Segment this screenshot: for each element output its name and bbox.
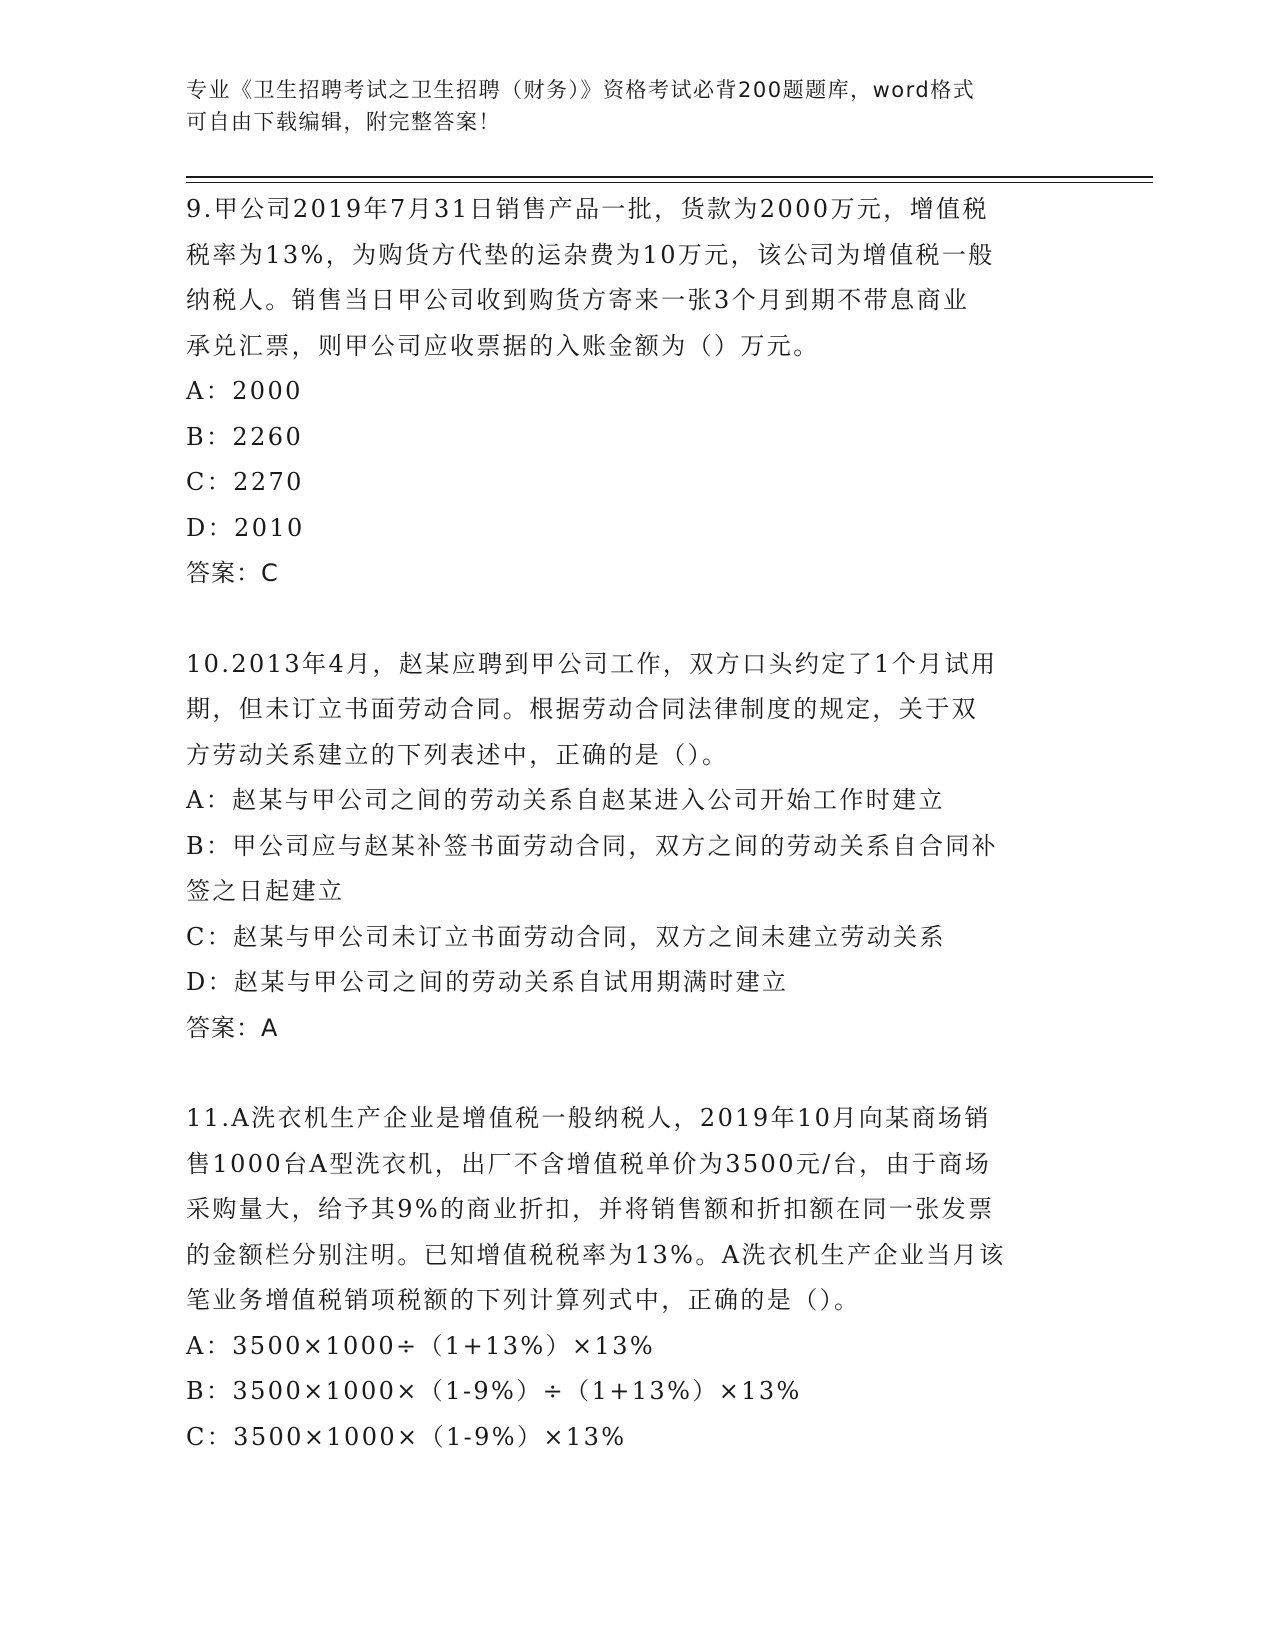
question-stem-line: 9.甲公司2019年7月31日销售产品一批，货款为2000万元，增值税: [186, 195, 989, 223]
header-rule-thick: [186, 176, 1153, 178]
page-header: [186, 74, 1066, 138]
question-stem-line: 10.2013年4月，赵某应聘到甲公司工作，双方口头约定了1个月试用: [186, 649, 998, 678]
question-stem-line: 的金额栏分别注明。已知增值税税率为13%。A洗衣机生产企业当月该: [186, 1240, 1006, 1269]
answer-line: 答案：C: [186, 559, 279, 587]
question-stem-line: 纳税人。销售当日甲公司收到购货方寄来一张3个月到期不带息商业: [186, 286, 970, 314]
question-stem-line: 税率为13%，为购货方代垫的运杂费为10万元，该公司为增值税一般: [186, 240, 995, 269]
answer-line: 答案：A: [186, 1013, 279, 1042]
option-d: D：2010: [186, 513, 305, 542]
question-stem-line: 承兑汇票，则甲公司应收票据的入账金额为（）万元。: [186, 331, 820, 360]
option-c: C：3500×1000×（1-9%）×13%: [186, 1422, 627, 1451]
question-stem-line: 笔业务增值税销项税额的下列计算列式中，正确的是（）。: [186, 1286, 861, 1314]
question-11: [186, 1096, 1086, 1460]
option-b: B：甲公司应与赵某补签书面劳动合同，双方之间的劳动关系自合同补: [186, 831, 999, 860]
question-spacer: [186, 1051, 1086, 1096]
option-a: A：2000: [186, 377, 303, 405]
header-line-1: 专业《卫生招聘考试之卫生招聘（财务）》资格考试必背200题题库，word格式: [186, 78, 976, 102]
header-rule-thin: [186, 182, 1153, 183]
option-d: D：赵某与甲公司之间的劳动关系自试用期满时建立: [186, 968, 789, 996]
option-c: C：赵某与甲公司未订立书面劳动合同，双方之间未建立劳动关系: [186, 922, 946, 951]
option-c: C：2270: [186, 468, 304, 496]
option-a: A：3500×1000÷（1+13%）×13%: [186, 1331, 656, 1360]
option-b: B：3500×1000×（1-9%）÷（1+13%）×13%: [186, 1377, 802, 1405]
header-line-2: 可自由下载编辑，附完整答案！: [186, 110, 501, 134]
question-stem-line: 11.A洗衣机生产企业是增值税一般纳税人，2019年10月向某商场销: [186, 1104, 991, 1132]
question-stem-line: 售1000台A型洗衣机，出厂不含增值税单价为3500元/台，由于商场: [186, 1149, 992, 1178]
option-b: B：2260: [186, 422, 304, 451]
question-10: [186, 642, 1086, 1052]
question-stem-line: 期，但未订立书面劳动合同。根据劳动合同法律制度的规定，关于双: [186, 695, 978, 723]
question-stem-line: 采购量大，给予其9%的商业折扣，并将销售额和折扣额在同一张发票: [186, 1195, 995, 1223]
question-list: [186, 187, 1086, 1460]
question-9: [186, 187, 1086, 597]
question-spacer: [186, 597, 1086, 642]
question-stem-line: 方劳动关系建立的下列表述中，正确的是（）。: [186, 740, 729, 769]
option-a: A：赵某与甲公司之间的劳动关系自赵某进入公司开始工作时建立: [186, 786, 945, 814]
option-b-continued: 签之日起建立: [186, 877, 345, 905]
